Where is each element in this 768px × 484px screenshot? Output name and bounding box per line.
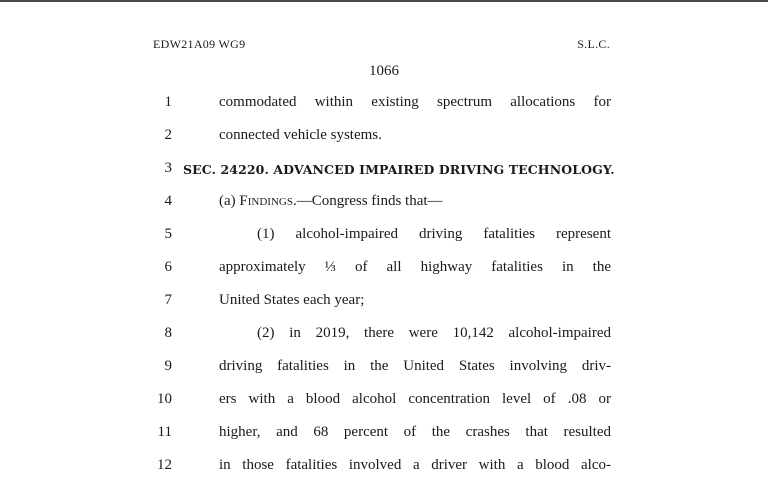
- text-line-5: [0, 220, 768, 253]
- line-number: 3: [164, 160, 172, 176]
- document-id: EDW21A09 WG9: [153, 37, 246, 51]
- subsection-suffix: .—Congress finds that—: [292, 193, 443, 209]
- line-number: 9: [164, 358, 172, 374]
- line-text: approximately ⅓ of all highway fatalities in the: [219, 259, 611, 275]
- line-number: 8: [164, 325, 172, 341]
- line-number: 1: [164, 94, 172, 110]
- line-number: 11: [157, 424, 172, 440]
- page-number: 1066: [369, 63, 399, 79]
- line-text: commodated within existing spectrum allocations for: [219, 94, 611, 110]
- text-line-11: [0, 418, 768, 451]
- text-line-4: [0, 187, 768, 220]
- section-heading: SEC. 24220. ADVANCED IMPAIRED DRIVING TECHNOLOGY.: [183, 162, 615, 177]
- text-line-1: [0, 88, 768, 121]
- top-border: [0, 0, 768, 2]
- text-line-8: [0, 319, 768, 352]
- text-line-9: [0, 352, 768, 385]
- line-number: 12: [157, 457, 172, 473]
- line-text: ers with a blood alcohol concentration level of .08 or: [219, 391, 611, 407]
- subsection-title: Findings: [239, 193, 293, 209]
- line-number: 5: [164, 226, 172, 242]
- line-text: higher, and 68 percent of the crashes that resulted: [219, 424, 611, 440]
- line-text: United States each year;: [219, 292, 365, 308]
- office-code: S.L.C.: [577, 37, 610, 51]
- line-number: 4: [164, 193, 172, 209]
- subsection-prefix: (a): [219, 193, 240, 209]
- text-line-10: [0, 385, 768, 418]
- line-text: in those fatalities involved a driver with a blood alco-: [219, 457, 611, 473]
- line-number: 6: [164, 259, 172, 275]
- line-text: (1) alcohol-impaired driving fatalities represent: [257, 226, 611, 242]
- section-heading-line: [0, 154, 768, 187]
- text-line-2: [0, 121, 768, 154]
- line-number: 2: [164, 127, 172, 143]
- line-number: 10: [157, 391, 172, 407]
- text-line-12: [0, 451, 768, 484]
- line-text: connected vehicle systems.: [219, 127, 382, 143]
- line-number: 7: [164, 292, 172, 308]
- text-line-7: [0, 286, 768, 319]
- text-line-6: [0, 253, 768, 286]
- line-text: (2) in 2019, there were 10,142 alcohol-impaired: [257, 325, 611, 341]
- subsection-findings: [219, 193, 611, 210]
- line-text: driving fatalities in the United States involving driv-: [219, 358, 611, 374]
